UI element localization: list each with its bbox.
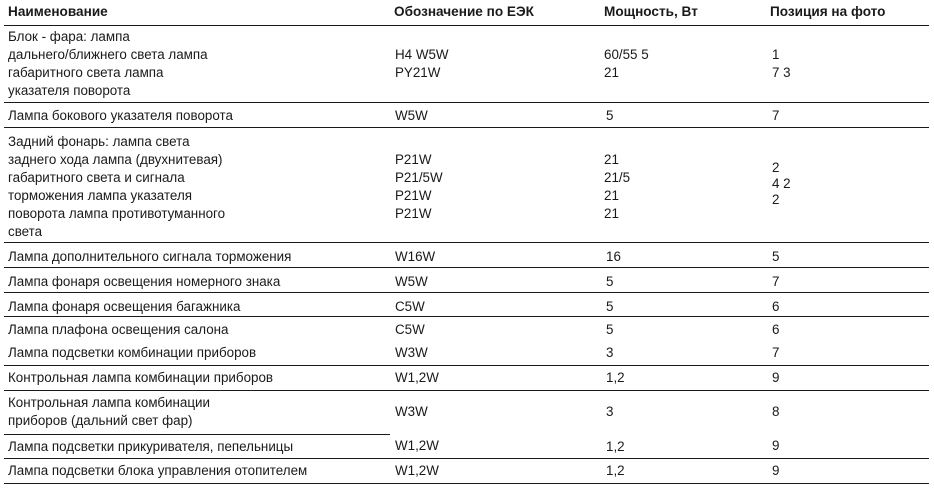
- row-1-position: 1 7 3: [772, 47, 791, 80]
- rule-row-6: [4, 316, 929, 317]
- rule-row-9: [4, 390, 929, 391]
- row-2-name: Лампа бокового указателя поворота: [8, 108, 233, 123]
- header-name: Наименование: [8, 4, 108, 19]
- row-9-position: 9: [772, 370, 780, 385]
- row-11-power: 1,2: [606, 439, 625, 454]
- row-5-position: 7: [772, 274, 780, 289]
- row-6-position: 6: [772, 299, 780, 314]
- row-4-position: 5: [772, 249, 780, 264]
- row-3-name: Задний фонарь: лампа света заднего хода лампа (двухнитевая) габаритного света и сигнала торможения лампа указателя поворота лампа противотуманного света: [8, 134, 226, 239]
- row-8-code: W3W: [395, 345, 428, 360]
- row-9-power: 1,2: [606, 370, 625, 385]
- row-5-name: Лампа фонаря освещения номерного знака: [8, 274, 281, 289]
- row-12-position: 9: [772, 463, 780, 478]
- row-12-power: 1,2: [606, 463, 625, 478]
- row-1-name: Блок - фара: лампа дальнего/ближнего света лампа габаритного света лампа указателя поворота: [8, 29, 208, 98]
- row-10-name: Контрольная лампа комбинации приборов (дальний свет фар): [8, 395, 210, 428]
- rule-row-11: [4, 458, 929, 459]
- row-3-code: P21W P21/5W P21W P21W: [395, 152, 443, 221]
- rule-row-5: [4, 292, 929, 293]
- row-6-name: Лампа фонаря освещения багажника: [8, 299, 241, 314]
- row-7-power: 5: [606, 322, 614, 337]
- rule-row-1: [4, 102, 929, 103]
- row-8-name: Лампа подсветки комбинации приборов: [8, 345, 257, 360]
- rule-row-8: [4, 365, 929, 366]
- header-position: Позиция на фото: [770, 4, 886, 19]
- row-10-power: 3: [606, 404, 614, 419]
- row-7-position: 6: [772, 322, 780, 337]
- row-6-code: C5W: [395, 299, 425, 314]
- row-5-code: W5W: [395, 274, 428, 289]
- row-6-power: 5: [606, 299, 614, 314]
- row-2-code: W5W: [395, 108, 428, 123]
- rule-row-3: [4, 242, 929, 243]
- row-9-name: Контрольная лампа комбинации приборов: [8, 370, 274, 385]
- rule-bottom: [4, 483, 929, 484]
- row-11-name: Лампа подсветки прикуривателя, пепельницы: [8, 439, 294, 454]
- row-1-code: H4 W5W PY21W: [395, 47, 449, 80]
- header-power: Мощность, Вт: [604, 4, 698, 19]
- row-12-name: Лампа подсветки блока управления отопителем: [8, 463, 308, 478]
- row-10-code: W3W: [395, 404, 428, 419]
- row-3-power: 21 21/5 21 21: [604, 152, 631, 221]
- header-code: Обозначение по ЕЭК: [394, 4, 534, 19]
- row-8-power: 3: [606, 345, 614, 360]
- row-11-code: W1,2W: [395, 438, 439, 453]
- row-7-name: Лампа плафона освещения салона: [8, 322, 229, 337]
- row-4-power: 16: [606, 249, 621, 264]
- row-7-code: C5W: [395, 322, 425, 337]
- rule-row-4: [4, 267, 929, 268]
- row-4-code: W16W: [395, 249, 436, 264]
- row-3-position: 2 4 2 2: [772, 160, 791, 207]
- row-10-position: 8: [772, 404, 780, 419]
- row-2-position: 7: [772, 108, 780, 123]
- rule-row-10-left: [4, 434, 390, 435]
- row-1-power: 60/55 5 21: [604, 47, 649, 80]
- row-12-code: W1,2W: [395, 463, 439, 478]
- row-9-code: W1,2W: [395, 370, 439, 385]
- rule-header: [4, 25, 929, 26]
- row-2-power: 5: [606, 108, 614, 123]
- row-4-name: Лампа дополнительного сигнала торможения: [8, 249, 292, 264]
- row-8-position: 7: [772, 345, 780, 360]
- rule-row-2: [4, 127, 929, 128]
- row-5-power: 5: [606, 274, 614, 289]
- row-11-position: 9: [772, 438, 780, 453]
